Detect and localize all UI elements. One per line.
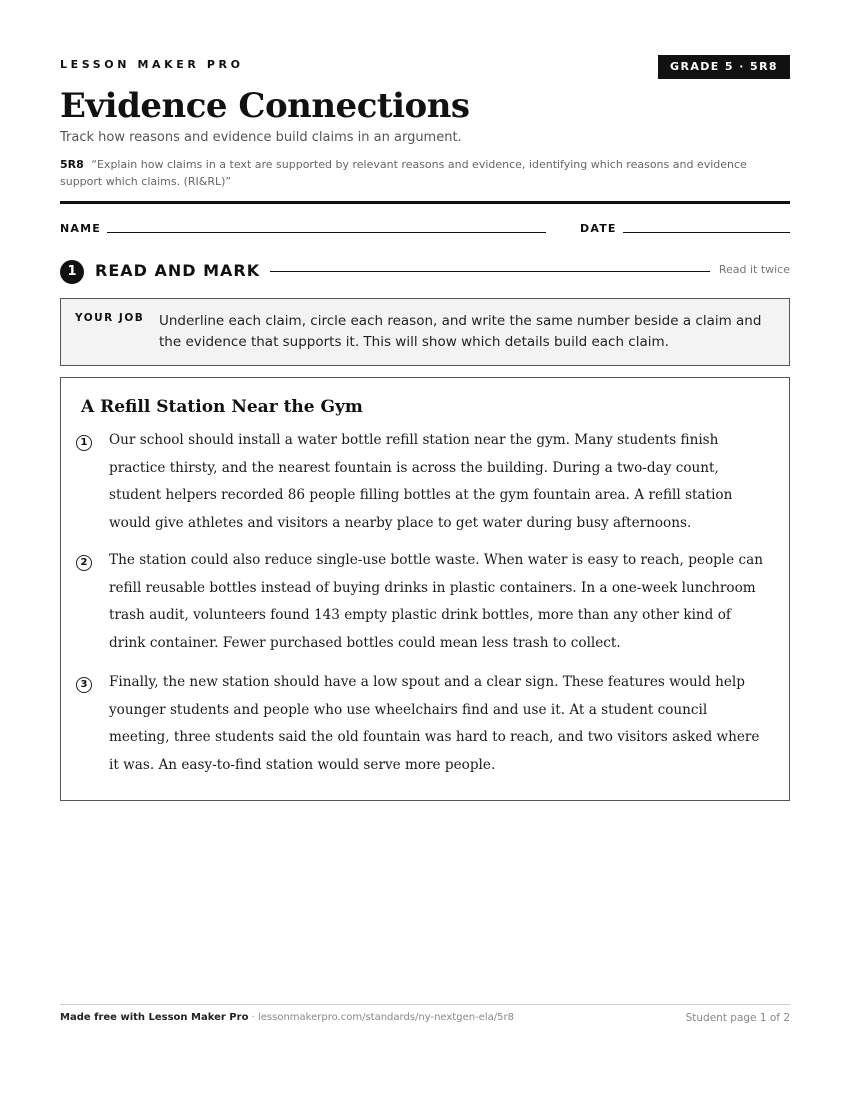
standard-text: “Explain how claims in a text are supported by relevant reasons and evidence, identifying which reasons and evidence support which claims. (RI&RL)” [60,158,747,188]
name-field[interactable] [107,232,546,233]
section-divider [270,271,710,272]
page-subtitle: Track how reasons and evidence build claims in an argument. [60,130,462,145]
name-label: NAME [60,222,101,235]
section-note: Read it twice [718,263,790,276]
header-divider [60,201,790,204]
standard-code: 5R8 [60,158,84,171]
standard-description [60,156,780,190]
footer-made-with: Made free with Lesson Maker Pro [60,1012,249,1023]
section-number-badge: 1 [60,260,84,284]
your-job-text: Underline each claim, circle each reason, and write the same number beside a claim and the evidence that supports it. This will show which details build each claim. [159,313,762,350]
paragraph-number-badge: 2 [76,555,92,571]
footer-page-number: Student page 1 of 2 [685,1012,790,1024]
grade-badge: GRADE 5 · 5R8 [658,55,790,79]
footer-credit [60,1012,514,1023]
brand-name: LESSON MAKER PRO [60,58,244,71]
paragraph-number-badge: 1 [76,435,92,451]
page-title: Evidence Connections [60,86,470,126]
paragraph-text: Finally, the new station should have a low spout and a clear sign. These features would help younger students and people who use wheelchairs find and use it. At a student council meeting, three students said the old fountain was hard to reach, and two visitors asked where it was. An easy-to-find station would serve more people. [109,674,760,773]
paragraph-text: The station could also reduce single-use bottle waste. When water is easy to reach, people can refill reusable bottles instead of buying drinks in plastic containers. In a one-week lunchroom trash audit, volunteers found 143 empty plastic drink bottles, more than any other kind of drink container. Fewer purchased bottles could mean less trash to collect. [109,552,764,651]
paragraph-number-badge: 3 [76,677,92,693]
footer-url: lessonmakerpro.com/standards/ny-nextgen-ela/5r8 [257,1012,514,1023]
footer-separator: · [248,1012,258,1023]
paragraph-text: Our school should install a water bottle refill station near the gym. Many students finish practice thirsty, and the nearest fountain is across the building. During a two-day count, student helpers recorded 86 people filling bottles at the gym fountain area. A refill station would give athletes and visitors a nearby place to get water during busy afternoons. [109,432,733,531]
passage-title: A Refill Station Near the Gym [81,397,363,417]
date-field[interactable] [623,232,790,233]
date-label: DATE [580,222,617,235]
your-job-label: YOUR JOB [75,312,145,324]
your-job-box [60,298,790,366]
worksheet-page [60,0,790,1100]
section-title: READ AND MARK [95,261,261,280]
footer-divider [60,1004,790,1005]
passage-box [60,377,790,801]
